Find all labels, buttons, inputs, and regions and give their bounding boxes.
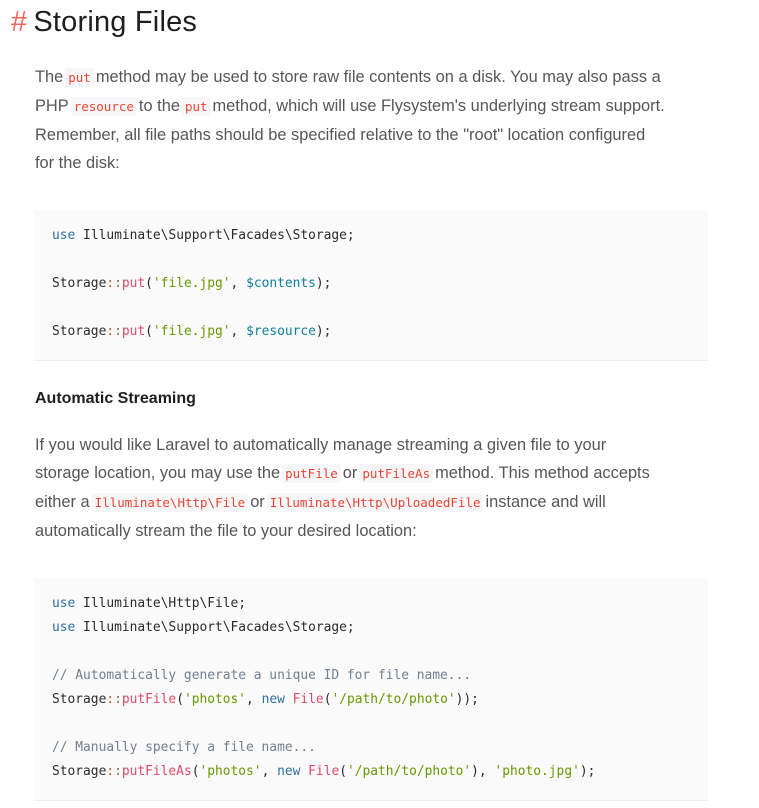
code-line: Storage::put('file.jpg', $contents); [52, 276, 332, 291]
code-line: use Illuminate\Support\Facades\Storage; [52, 620, 355, 635]
streaming-paragraph [35, 431, 715, 545]
code-line: use Illuminate\Support\Facades\Storage; [52, 228, 355, 243]
code-block-putfile[interactable] [35, 578, 708, 801]
inline-code-put: put [182, 97, 211, 116]
page-title [11, 6, 197, 39]
code-line: Storage::put('file.jpg', $resource); [52, 324, 332, 339]
intro-line-4: for the disk: [35, 154, 120, 172]
inline-code-putfileas: putFileAs [359, 464, 433, 483]
inline-code-putfile: putFile [282, 464, 341, 483]
streaming-line-4: automatically stream the file to your desired location: [35, 522, 417, 540]
intro-paragraph [35, 63, 715, 177]
intro-line-2: PHP resource to the put method, which will use Flysystem's underlying stream support. [35, 97, 665, 115]
inline-code-http-file: Illuminate\Http\File [92, 493, 249, 512]
inline-code-resource: resource [71, 97, 137, 116]
inline-code-uploadedfile: Illuminate\Http\UploadedFile [267, 493, 484, 512]
code-block-storage-put[interactable] [35, 210, 708, 361]
inline-code-put: put [65, 68, 94, 87]
streaming-line-1: If you would like Laravel to automatically manage streaming a given file to your [35, 436, 607, 454]
code-comment: // Automatically generate a unique ID for file name... [52, 668, 472, 683]
intro-line-1: The put method may be used to store raw file contents on a disk. You may also pass a [35, 68, 661, 86]
code-line: Storage::putFileAs('photos', new File('/path/to/photo'), 'photo.jpg'); [52, 764, 596, 779]
code-line: Storage::putFile('photos', new File('/path/to/photo')); [52, 692, 479, 707]
page-title-text: Storing Files [33, 6, 198, 38]
code-comment: // Manually specify a file name... [52, 740, 316, 755]
anchor-link[interactable]: # [11, 6, 28, 38]
streaming-line-3: either a Illuminate\Http\File or Illuminate\Http\UploadedFile instance and will [35, 493, 606, 511]
intro-line-3: Remember, all file paths should be specified relative to the "root" location configured [35, 126, 646, 144]
section-subheading: Automatic Streaming [35, 390, 196, 407]
streaming-line-2: storage location, you may use the putFile or putFileAs method. This method accepts [35, 464, 650, 482]
code-line: use Illuminate\Http\File; [52, 596, 247, 611]
